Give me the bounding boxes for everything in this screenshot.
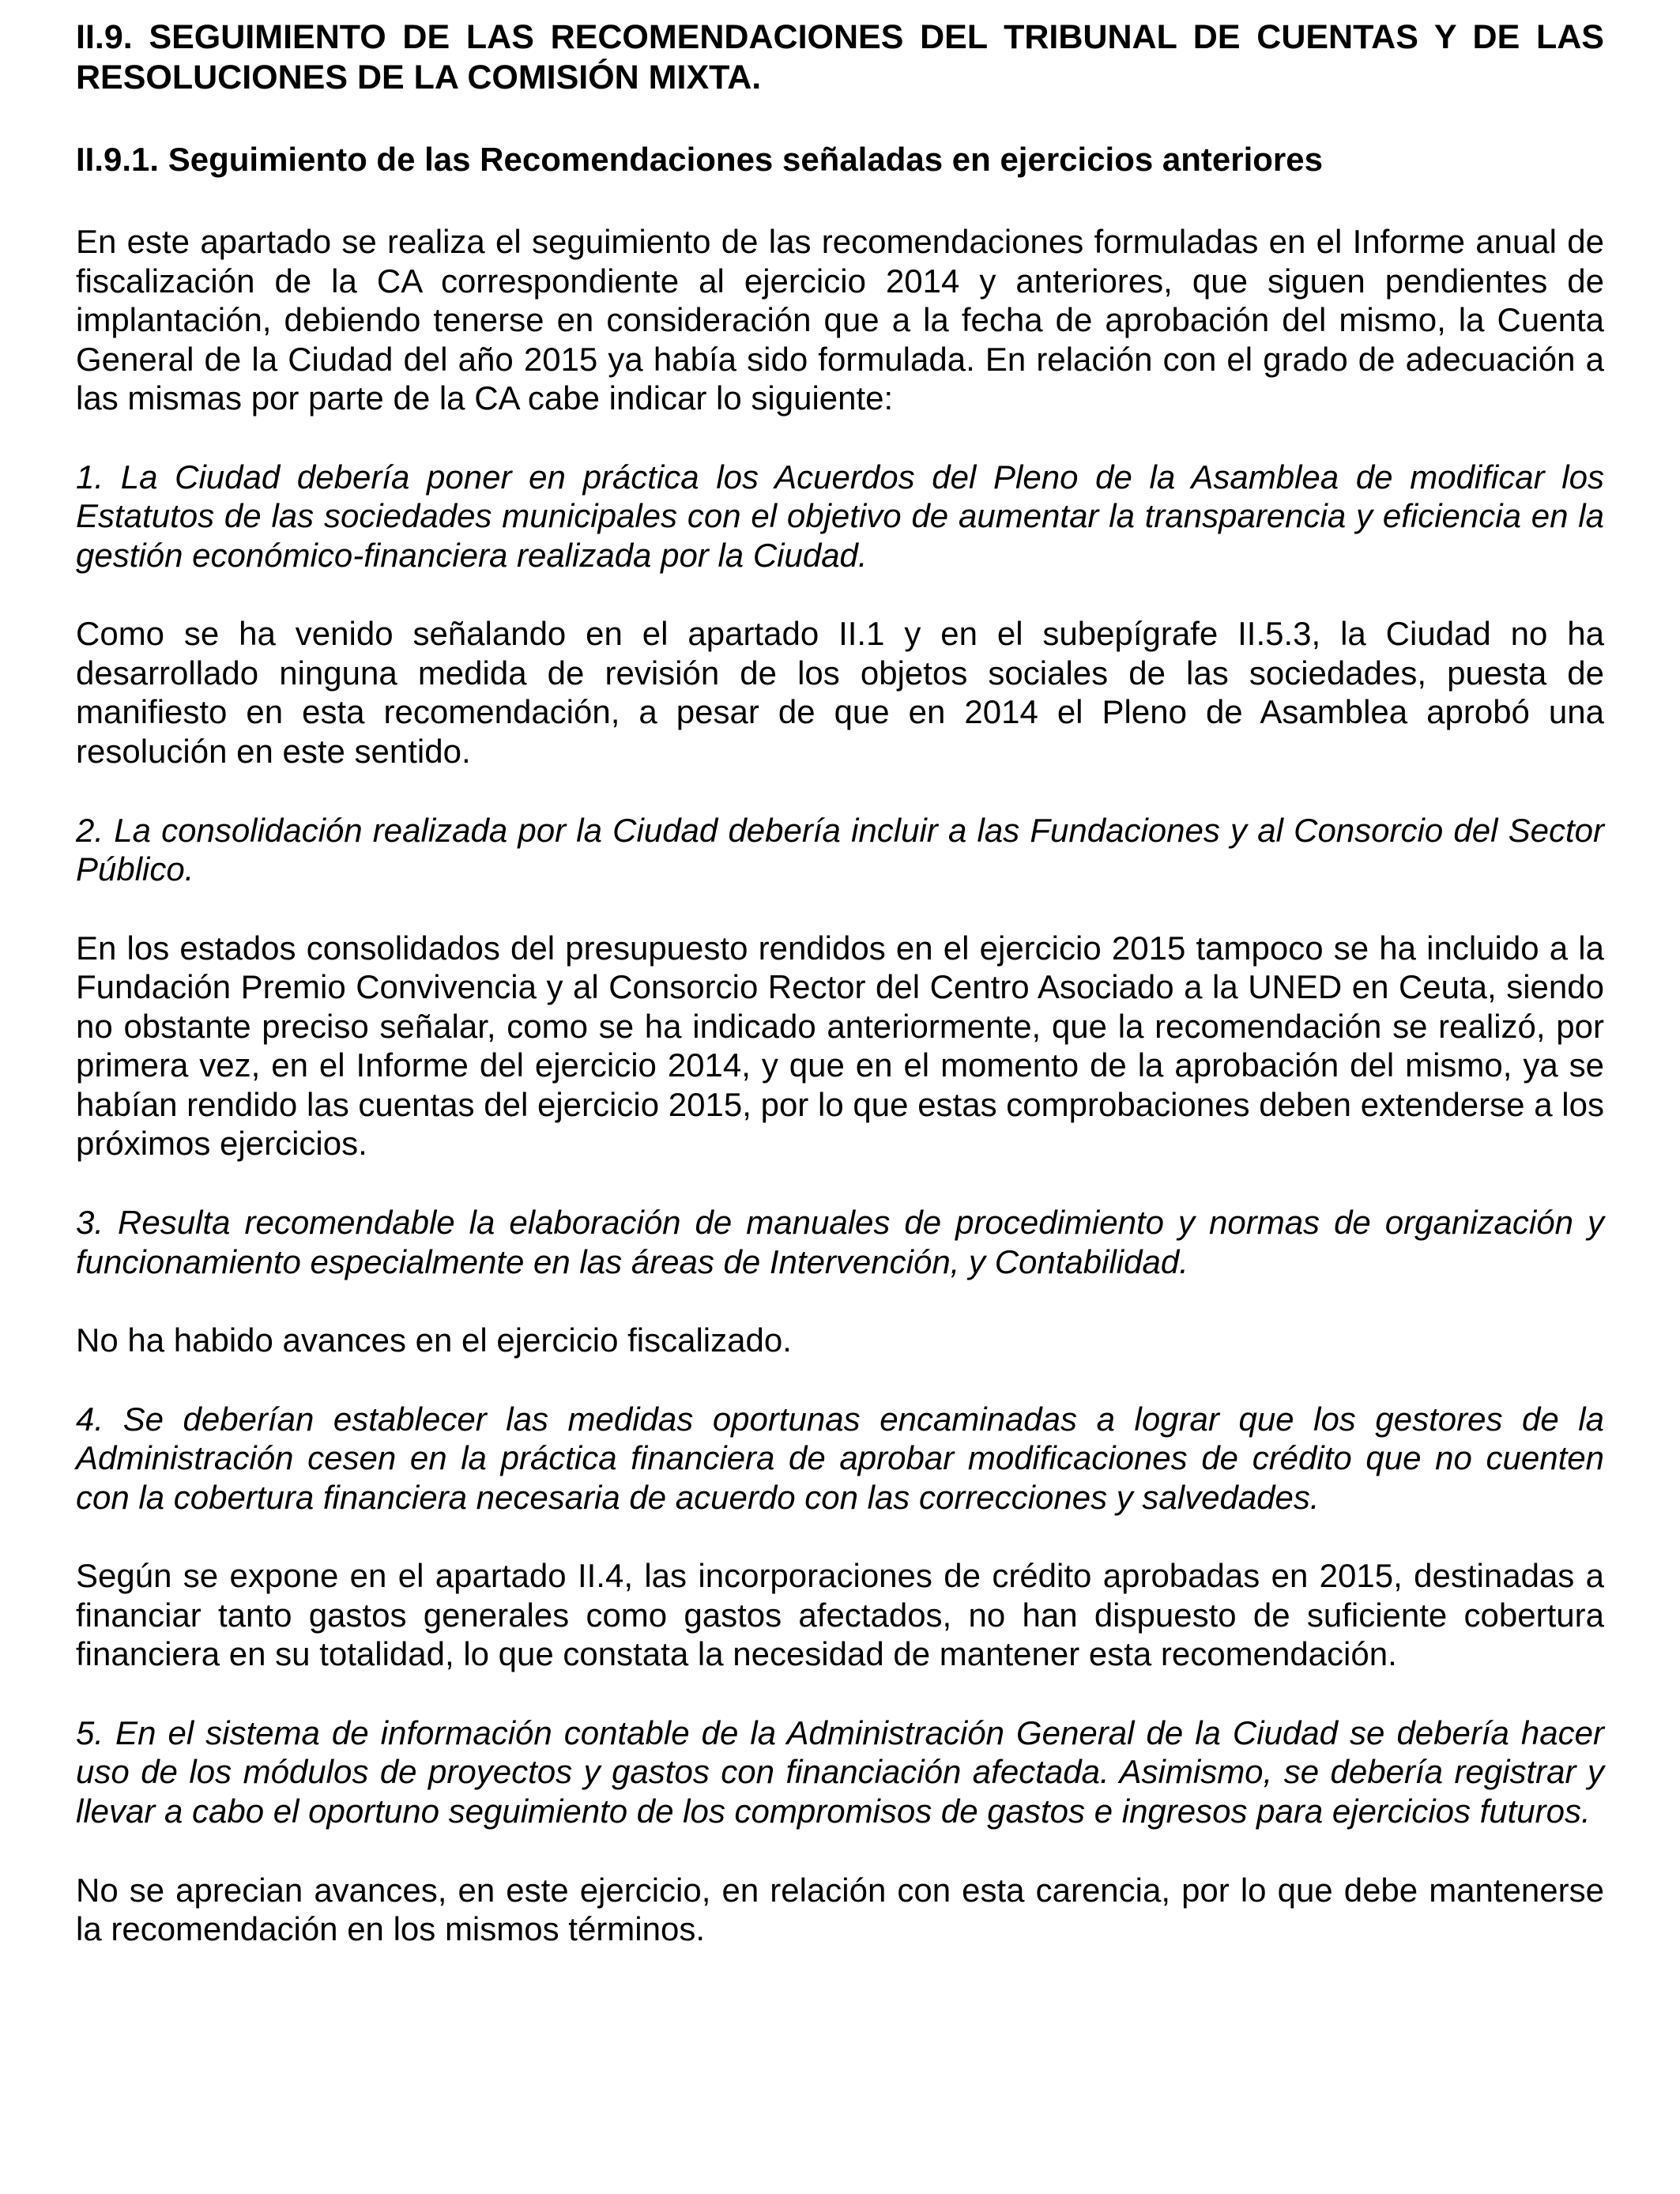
section-heading: II.9. SEGUIMIENTO DE LAS RECOMENDACIONES DEL TRIBUNAL DE CUENTAS Y DE LAS RESOLUCIONES DE LA COMISIÓN MIXTA. — [76, 18, 1604, 96]
recommendation-2: 2. La consolidación realizada por la Ciudad debería incluir a las Fundaciones y al Consorcio del Sector Público. — [76, 811, 1604, 888]
recommendation-5: 5. En el sistema de información contable de la Administración General de la Ciudad se debería hacer uso de los módulos de proyectos y gastos con financiación afectada. Asimismo, se debería registrar y llevar a cabo el oportuno seguimiento de los compromisos de gastos e ingresos para ejercicios futuros. — [76, 1713, 1604, 1830]
paragraph-intro: En este apartado se realiza el seguimiento de las recomendaciones formuladas en el Informe anual de fiscalización de la CA correspondiente al ejercicio 2014 y anteriores, que siguen pendientes de implantación, debiendo tenerse en consideración que a la fecha de aprobación del mismo, la Cuenta General de la Ciudad del año 2015 ya había sido formulada. En relación con el grado de adecuación a las mismas por parte de la CA cabe indicar lo siguiente: — [76, 223, 1604, 417]
recommendation-3: 3. Resulta recomendable la elaboración de manuales de procedimiento y normas de organización y funcionamiento especialmente en las áreas de Intervención, y Contabilidad. — [76, 1203, 1604, 1280]
recommendation-4: 4. Se deberían establecer las medidas oportunas encaminadas a lograr que los gestores de la Administración cesen en la práctica financiera de aprobar modificaciones de crédito que no cuenten con la cobertura financiera necesaria de acuerdo con las correcciones y salvedades. — [76, 1400, 1604, 1516]
subsection-heading: II.9.1. Seguimiento de las Recomendaciones señaladas en ejercicios anteriores — [76, 141, 1323, 179]
followup-recommendation-4: Según se expone en el apartado II.4, las incorporaciones de crédito aprobadas en 2015, destinadas a financiar tanto gastos generales como gastos afectados, no han dispuesto de suficiente cobertura financiera en su totalidad, lo que constata la necesidad de mantener esta recomendación. — [76, 1557, 1604, 1673]
followup-recommendation-2: En los estados consolidados del presupuesto rendidos en el ejercicio 2015 tampoco se ha incluido a la Fundación Premio Convivencia y al Consorcio Rector del Centro Asociado a la UNED en Ceuta, siendo no obstante preciso señalar, como se ha indicado anteriormente, que la recomendación se realizó, por primera vez, en el Informe del ejercicio 2014, y que en el momento de la aprobación del mismo, ya se habían rendido las cuentas del ejercicio 2015, por lo que estas comprobaciones deben extenderse a los próximos ejercicios. — [76, 929, 1604, 1163]
recommendation-1: 1. La Ciudad debería poner en práctica los Acuerdos del Pleno de la Asamblea de modificar los Estatutos de las sociedades municipales con el objetivo de aumentar la transparencia y eficiencia en la gestión económico-financiera realizada por la Ciudad. — [76, 458, 1604, 574]
followup-recommendation-3: No ha habido avances en el ejercicio fiscalizado. — [76, 1321, 792, 1359]
followup-recommendation-1: Como se ha venido señalando en el apartado II.1 y en el subepígrafe II.5.3, la Ciudad no ha desarrollado ninguna medida de revisión de los objetos sociales de las sociedades, puesta de manifiesto en esta recomendación, a pesar de que en 2014 el Pleno de Asamblea aprobó una resolución en este sentido. — [76, 615, 1604, 771]
followup-recommendation-5: No se aprecian avances, en este ejercicio, en relación con esta carencia, por lo que debe mantenerse la recomendación en los mismos términos. — [76, 1871, 1604, 1948]
